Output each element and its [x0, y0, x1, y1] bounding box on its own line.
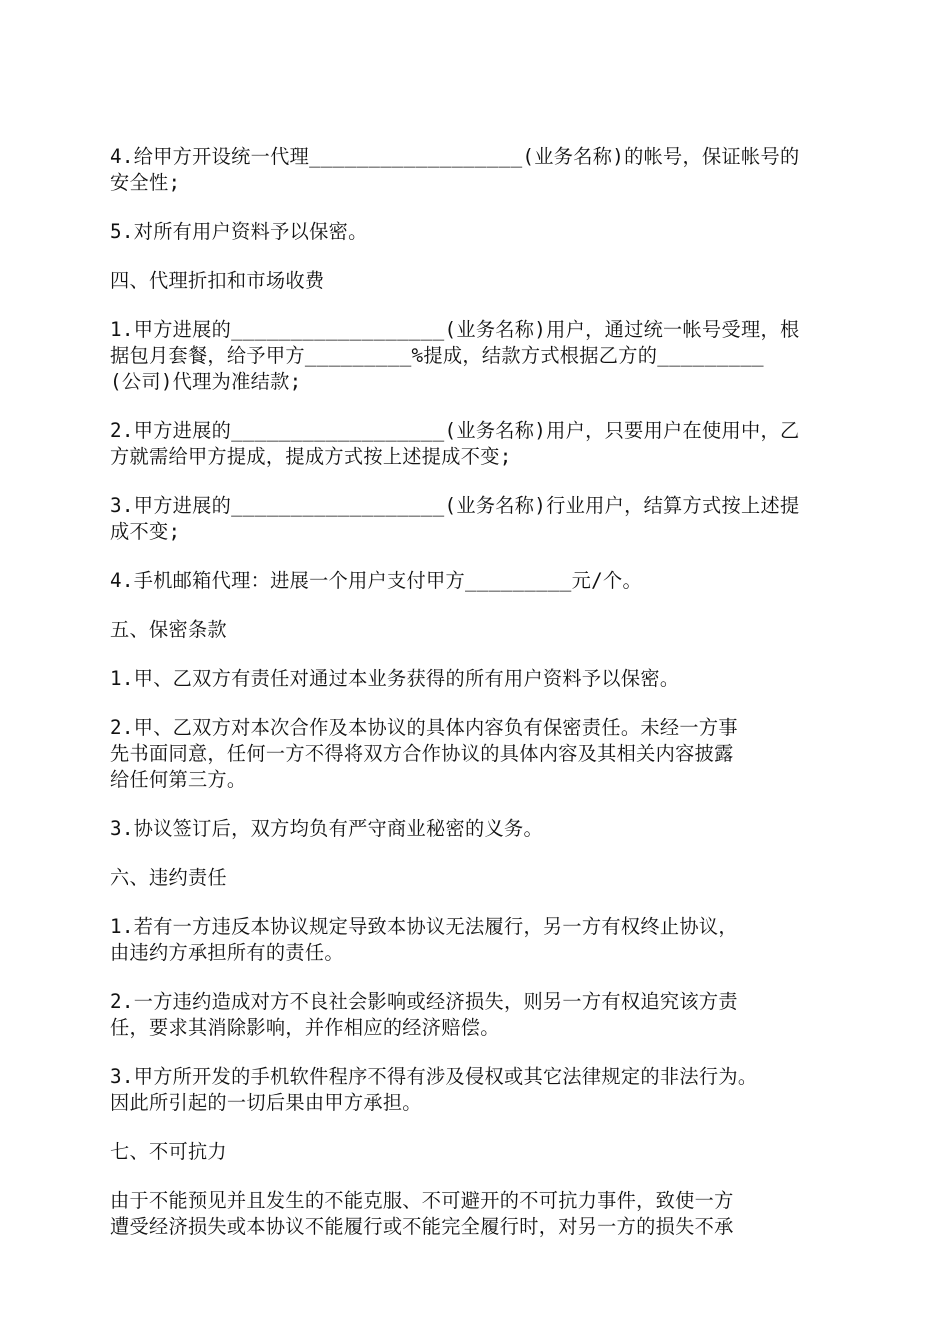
text-line: 安全性; [110, 171, 181, 194]
clause-paragraph [110, 418, 842, 470]
text-line: 2.甲方进展的__________________(业务名称)用户，只要用户在使用中，乙 [110, 419, 800, 442]
text-line: 由于不能预见并且发生的不能克服、不可避开的不可抗力事件，致使一方 [110, 1189, 734, 1212]
text-line: 4.手机邮箱代理：进展一个用户支付甲方_________元/个。 [110, 569, 642, 592]
text-line: 七、不可抗力 [110, 1140, 227, 1163]
clause-paragraph [110, 914, 842, 966]
clause-paragraph [110, 816, 842, 842]
clause-paragraph [110, 715, 842, 793]
clause-paragraph [110, 989, 842, 1041]
text-line: 4.给甲方开设统一代理__________________(业务名称)的帐号，保证帐号的 [110, 145, 800, 168]
text-line: 据包月套餐，给予甲方_________%提成，结款方式根据乙方的_________ [110, 344, 764, 367]
document-page [110, 144, 842, 1263]
clause-paragraph [110, 666, 842, 692]
clause-paragraph [110, 1188, 842, 1240]
text-line: 5.对所有用户资料予以保密。 [110, 220, 368, 243]
text-line: 3.甲方所开发的手机软件程序不得有涉及侵权或其它法律规定的非法行为。 [110, 1065, 758, 1088]
clause-paragraph [110, 144, 842, 196]
text-line: 四、代理折扣和市场收费 [110, 269, 325, 292]
section-heading [110, 865, 842, 891]
text-line: 五、保密条款 [110, 618, 227, 641]
text-line: 因此所引起的一切后果由甲方承担。 [110, 1091, 422, 1114]
text-line: 遭受经济损失或本协议不能履行或不能完全履行时，对另一方的损失不承 [110, 1215, 734, 1238]
clause-paragraph [110, 493, 842, 545]
text-line: 任，要求其消除影响，并作相应的经济赔偿。 [110, 1016, 500, 1039]
text-line: (公司)代理为准结款; [110, 370, 302, 393]
section-heading [110, 617, 842, 643]
section-heading [110, 1139, 842, 1165]
text-line: 六、违约责任 [110, 866, 227, 889]
text-line: 2.甲、乙双方对本次合作及本协议的具体内容负有保密责任。未经一方事 [110, 716, 738, 739]
text-line: 3.甲方进展的__________________(业务名称)行业用户，结算方式按上述提 [110, 494, 800, 517]
clause-paragraph [110, 568, 842, 594]
text-line: 成不变; [110, 520, 181, 543]
text-line: 给任何第三方。 [110, 768, 247, 791]
text-line: 1.甲、乙双方有责任对通过本业务获得的所有用户资料予以保密。 [110, 667, 680, 690]
clause-paragraph [110, 1064, 842, 1116]
text-line: 由违约方承担所有的责任。 [110, 941, 344, 964]
clause-paragraph [110, 317, 842, 395]
section-heading [110, 268, 842, 294]
text-line: 先书面同意，任何一方不得将双方合作协议的具体内容及其相关内容披露 [110, 742, 734, 765]
text-line: 1.若有一方违反本协议规定导致本协议无法履行，另一方有权终止协议， [110, 915, 738, 938]
text-line: 方就需给甲方提成，提成方式按上述提成不变; [110, 445, 512, 468]
text-line: 1.甲方进展的__________________(业务名称)用户，通过统一帐号受理，根 [110, 318, 800, 341]
text-line: 3.协议签订后，双方均负有严守商业秘密的义务。 [110, 817, 543, 840]
clause-paragraph [110, 219, 842, 245]
text-line: 2.一方违约造成对方不良社会影响或经济损失，则另一方有权追究该方责 [110, 990, 738, 1013]
